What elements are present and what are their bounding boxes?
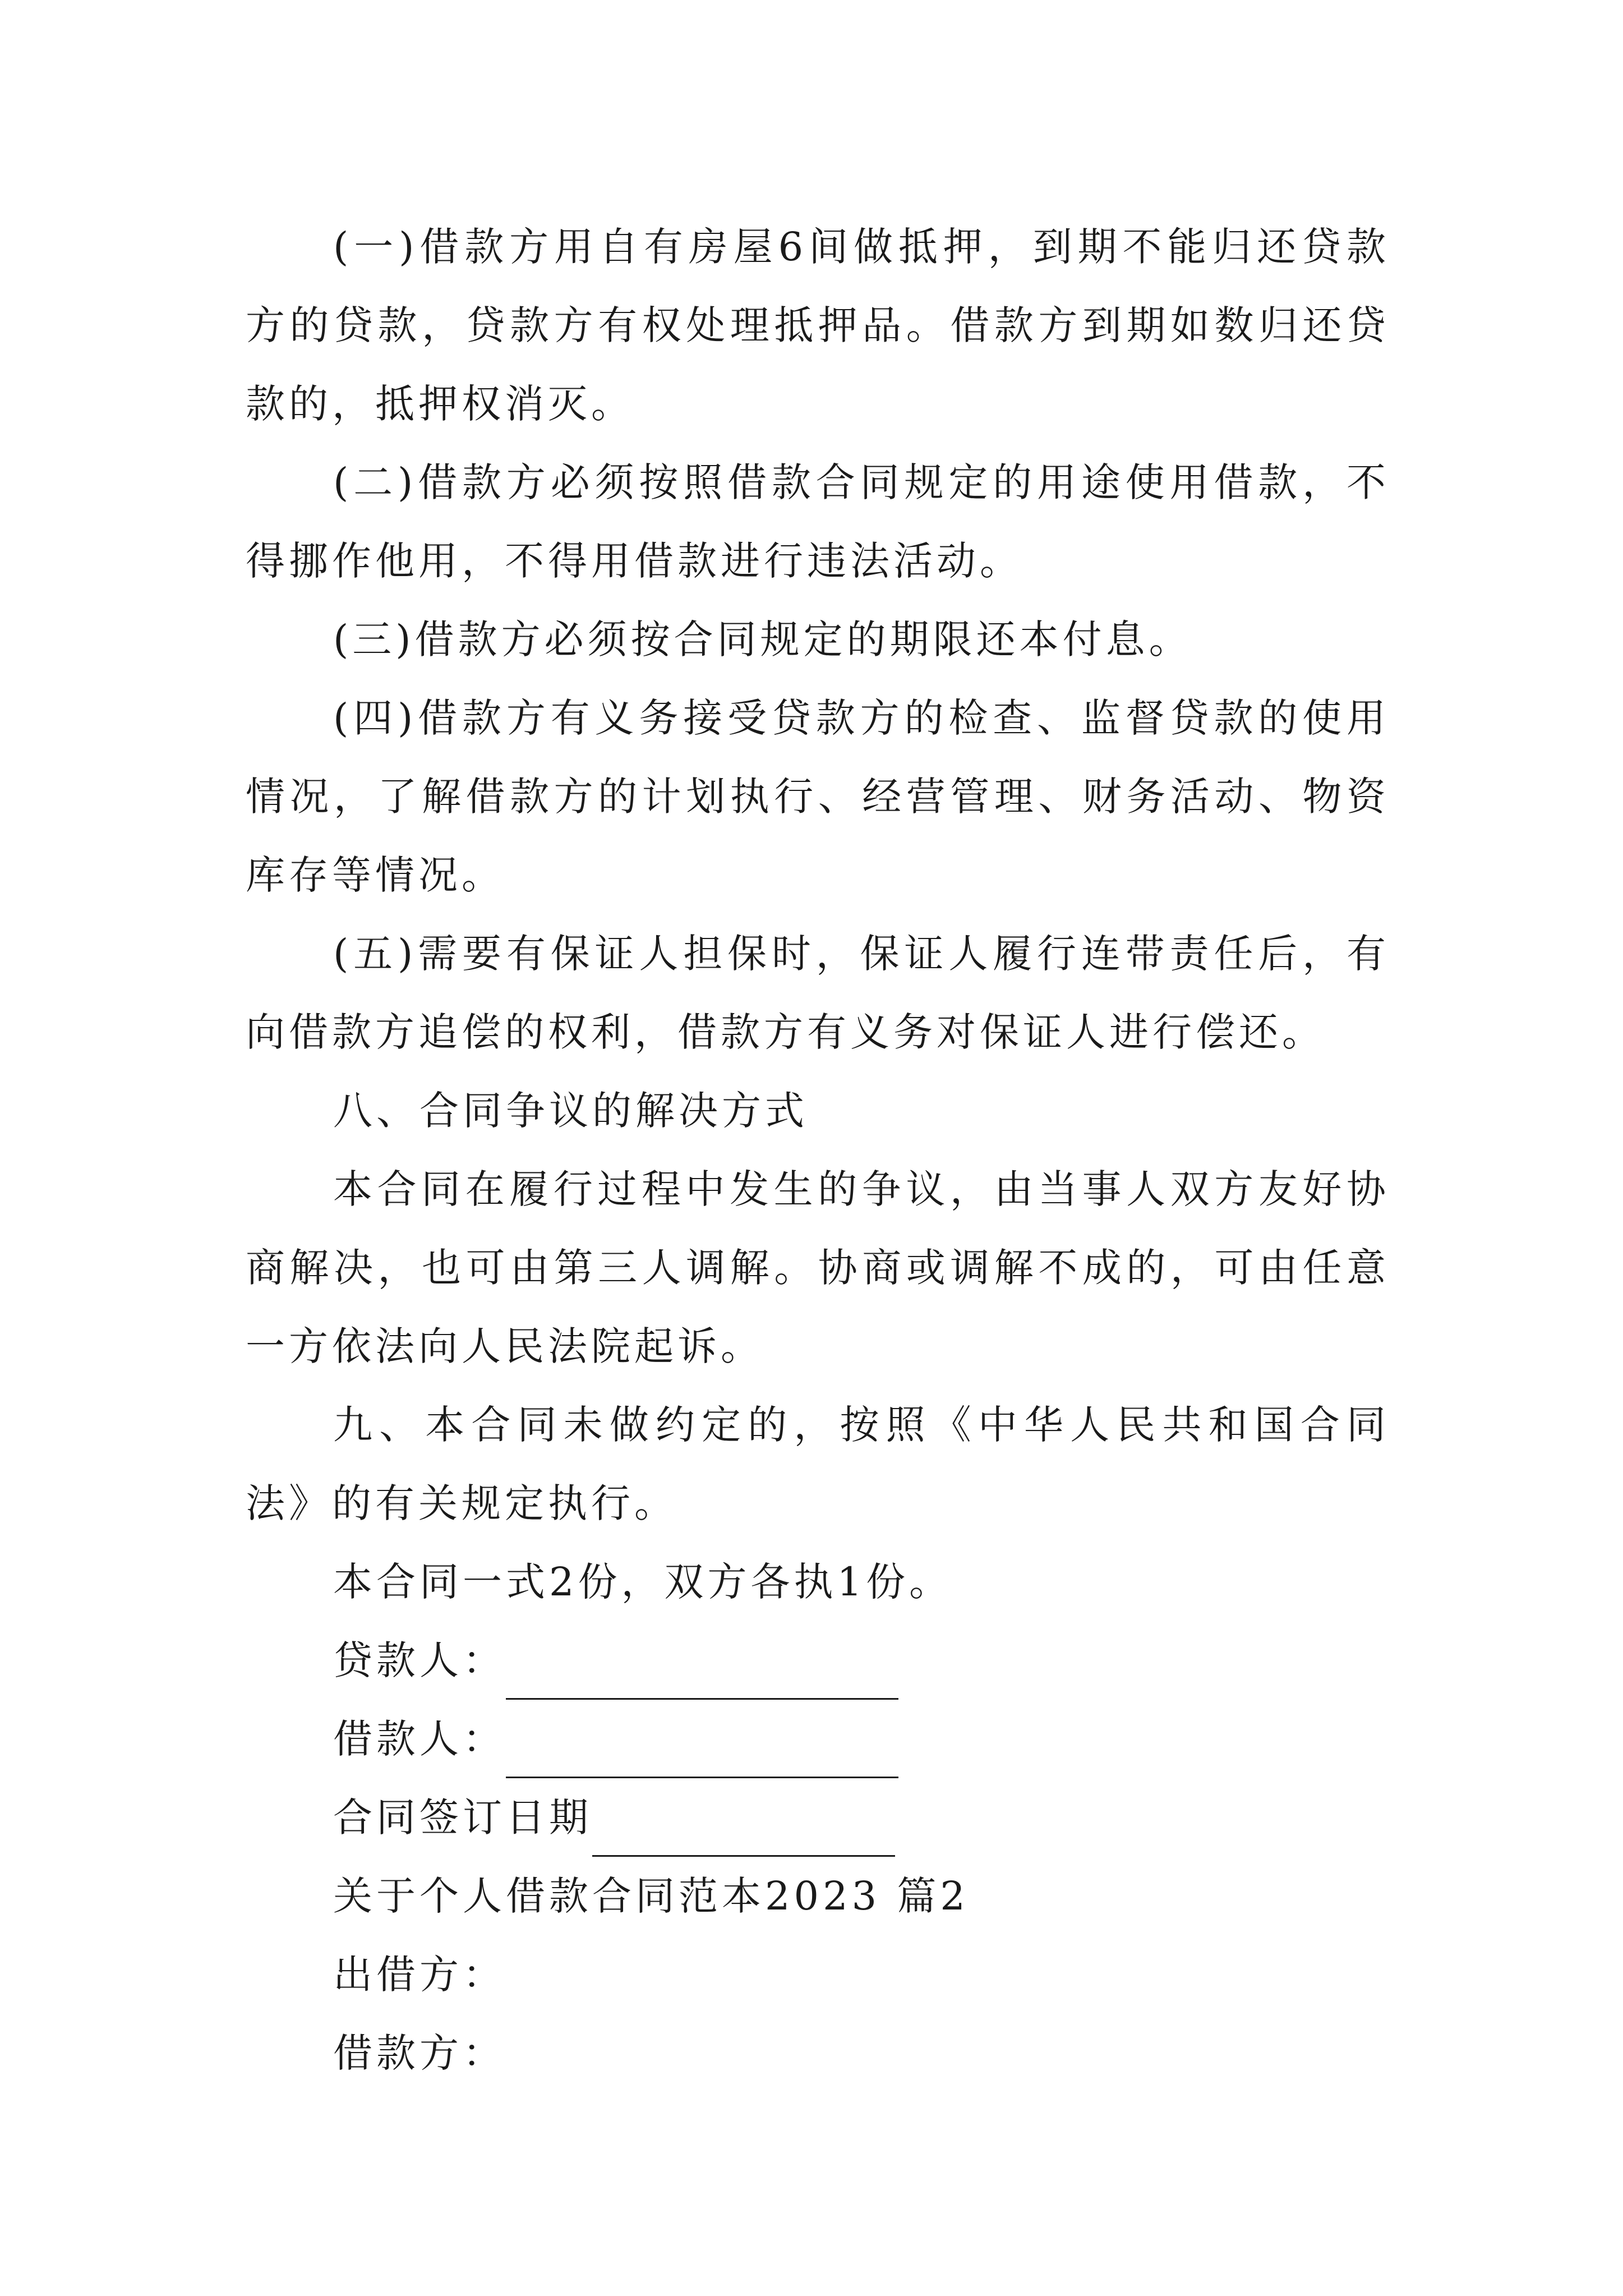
section-8-heading: 八、合同争议的解决方式 [333,1088,808,1134]
clause-4-inspection: (四)借款方有义务接受贷款方的检查、监督贷款的使用情况，了解借款方的计划执行、经营管理、财务活动、物资库存等情况。 [246,695,1390,898]
clause-1-mortgage: (一)借款方用自有房屋6间做抵押，到期不能归还贷款方的贷款，贷款方有权处理抵押品。借款方到期如数归还贷款的，抵押权消灭。 [246,224,1390,427]
borrower-signature-line [246,1700,1390,1778]
clause-3-repayment: (三)借款方必须按合同规定的期限还本付息。 [333,616,1192,662]
copies-clause: 本合同一式2份，双方各执1份。 [333,1559,953,1605]
clause-5-guarantor: (五)需要有保证人担保时，保证人履行连带责任后，有向借款方追偿的权利，借款方有义务对保证人进行偿还。 [246,931,1390,1055]
section-9: 九、本合同未做约定的，按照《中华人民共和国合同法》的有关规定执行。 [246,1402,1390,1526]
borrower-label: 借款人： [333,1716,506,1762]
sign-date-line [246,1778,1390,1857]
next-section-borrower-label: 借款方： [333,2030,506,2076]
clause-2-usage: (二)借款方必须按照借款合同规定的用途使用借款，不得挪作他用，不得用借款进行违法活动。 [246,459,1390,584]
sign-date-label: 合同签订日期 [333,1795,592,1841]
borrower-blank [506,1725,898,1778]
next-section-lender-label: 出借方： [333,1952,506,1998]
document-body [246,208,1390,2092]
lender-label: 贷款人： [333,1637,506,1683]
lender-signature-line [246,1621,1390,1700]
section-8-body: 本合同在履行过程中发生的争议，由当事人双方友好协商解决，也可由第三人调解。协商或调解不成的，可由任意一方依法向人民法院起诉。 [246,1166,1390,1369]
lender-blank [506,1646,898,1700]
next-section-title: 关于个人借款合同范本2023 篇2 [333,1873,969,1919]
sign-date-blank [592,1803,895,1857]
